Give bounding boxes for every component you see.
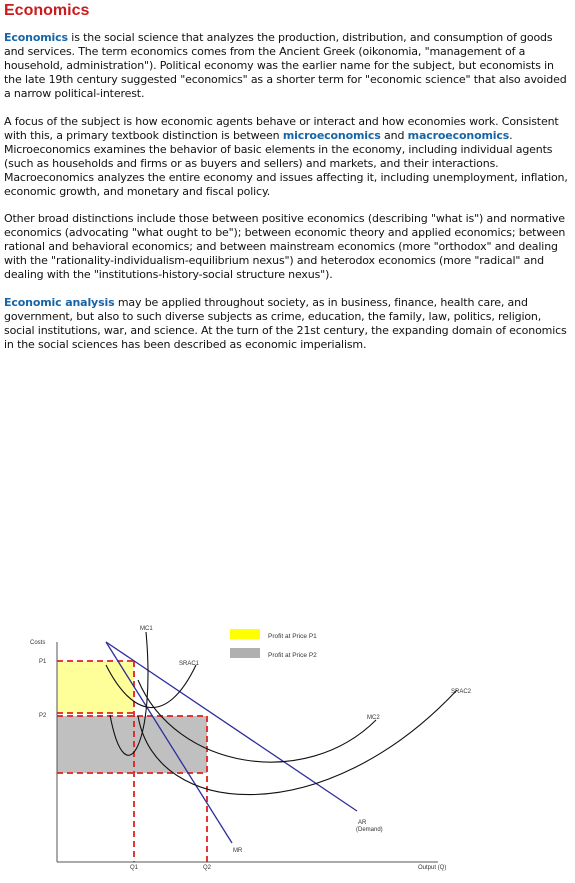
legend-swatch-p1 — [230, 629, 260, 639]
srac1-label: SRAC1 — [179, 661, 200, 667]
paragraph-micro-macro-text-1: A focus of the subject is how economic agents behave or interact and how economies work. Consistent with this, a primary textbook distinction is between — [4, 114, 559, 142]
cost-curves-figure — [26, 620, 566, 880]
paragraph-micro-macro — [4, 115, 572, 199]
p1-label: P1 — [39, 659, 47, 665]
economic-analysis-link[interactable]: Economic analysis — [4, 295, 115, 309]
mr-label: MR — [233, 848, 243, 854]
paragraph-intro — [4, 31, 572, 101]
article-body — [4, 31, 572, 365]
q2-label: Q2 — [203, 865, 212, 871]
economics-link[interactable]: Economics — [4, 31, 68, 44]
paragraph-micro-macro-text-2: and — [380, 128, 408, 142]
legend-swatch-p2 — [230, 648, 260, 658]
paragraph-micro-macro-text-3: . Microeconomics examines the behavior of basic elements in the economy, including individual agents (such as households and firms or as buyers and sellers) and markets, and their interactions. Macroeconomics analyzes the entire economy and issues affecting it, including unemployment, inflation, economic growth, and monetary and fiscal policy. — [4, 128, 568, 198]
paragraph-analysis — [4, 296, 572, 352]
paragraph-intro-text: is the social science that analyzes the production, distribution, and consumption of goods and services. The term economics comes from the Ancient Greek (oikonomia, "management of a household, administration"). Political economy was the earlier name for the subject, but economists in the late 19th century suggested "economics" as a shorter term for "economic science" that also avoided a narrow political-interest. — [4, 31, 567, 100]
p2-label: P2 — [39, 713, 47, 719]
q1-label: Q1 — [130, 865, 139, 871]
legend-label-p1: Profit at Price P1 — [268, 633, 317, 640]
page-title: Economics — [4, 2, 90, 19]
output-axis-label: Output (Q) — [418, 865, 447, 871]
microeconomics-link[interactable]: microeconomics — [282, 128, 381, 142]
paragraph-distinctions-text: Other broad distinctions include those between positive economics (describing "what is") and normative economics (advocating "what ought to be"); between economic theory and applied economics; between rational and behavioral economics; and between mainstream economics (more "orthodox" and dealing with the "rationality-individualism-equilibrium nexus") and heterodox economics (more "radical" and dealing with the "institutions-history-social structure nexus"). — [4, 212, 566, 281]
mc1-label: MC1 — [140, 626, 153, 632]
paragraph-distinctions — [4, 212, 572, 282]
ar-label: AR — [358, 820, 367, 826]
legend-label-p2: Profit at Price P2 — [268, 652, 317, 659]
demand-label: (Demand) — [356, 827, 383, 833]
paragraph-analysis-text: may be applied throughout society, as in business, finance, health care, and government, but also to such diverse subjects as crime, education, the family, law, politics, religion, social institutions, war, and science. At the turn of the 21st century, the expanding domain of economics in the social sciences has been described as economic imperialism. — [4, 295, 567, 351]
costs-axis-label: Costs — [30, 640, 46, 646]
mc2-label: MC2 — [367, 715, 380, 721]
legend — [230, 629, 317, 659]
cost-curves-diagram — [26, 620, 566, 880]
srac2-label: SRAC2 — [451, 689, 472, 695]
macroeconomics-link[interactable]: macroeconomics — [407, 128, 510, 142]
profit-area-p2 — [57, 716, 207, 773]
